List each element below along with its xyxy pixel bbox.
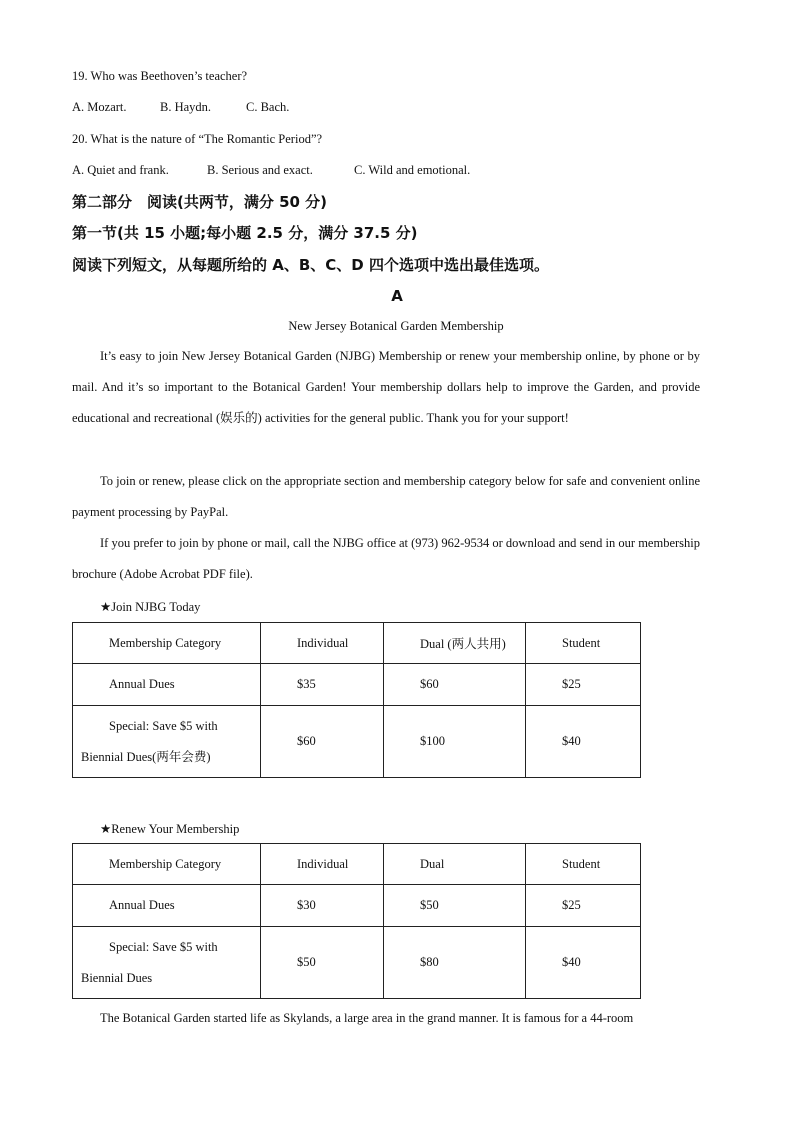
header-cell: Individual [297,856,349,871]
table-cell: Annual Dues [109,677,175,691]
table-cell: $60 [420,677,439,691]
option-a: A. Mozart. [72,100,127,114]
passage-letter: A [391,287,403,305]
join-membership-table [72,622,641,778]
question-19-stem: 19. Who was Beethoven’s teacher? [72,69,248,83]
option-c: C. Bach. [246,100,290,114]
table-cell: $25 [562,677,581,691]
table-cell: Biennial Dues [81,970,153,985]
table-cell: Annual Dues [109,898,175,912]
table-row [73,885,641,927]
table-cell: Special: Save $5 with [109,939,218,954]
header-cell: Student [562,635,601,650]
table-cell: $50 [420,898,439,912]
table-cell: $50 [297,955,316,969]
passage-title: New Jersey Botanical Garden Membership [288,319,504,333]
passage-paragraph-1: It’s easy to join New Jersey Botanical Garden (NJBG) Membership or renew your membership online, by phone or by mail. And it’s so important to the Botanical Garden! Your membership dollars help to improve the Garden, and provide educational and recreational (娱乐的) activities for the general public. Thank you for your support! [72,349,700,425]
header-cell: Individual [297,635,349,650]
option-b: B. Haydn. [160,100,212,114]
question-20-stem: 20. What is the nature of “The Romantic Period”? [72,132,323,146]
header-cell: Dual (两人共用) [420,637,506,651]
table-cell: $25 [562,898,581,912]
table-row [73,664,641,706]
table-cell: $40 [562,734,581,748]
table-cell: Biennial Dues(两年会费) [81,749,211,764]
table-cell: Special: Save $5 with [109,718,218,733]
question-20-options [72,162,470,178]
renew-table-heading: ★Renew Your Membership [100,822,240,836]
passage-paragraph-3: If you prefer to join by phone or mail, call the NJBG office at (973) 962-9534 or download and send in our membership brochure (Adobe Acrobat PDF file). [72,536,700,581]
section-sub-heading: 第一节(共 15 小题;每小题 2.5 分，满分 37.5 分) [72,224,418,242]
renew-membership-table [72,843,641,999]
header-cell: Membership Category [109,635,222,650]
table-cell: $60 [297,734,316,748]
table-cell: $100 [420,734,445,748]
join-table-heading: ★Join NJBG Today [100,600,201,614]
option-a: A. Quiet and frank. [72,163,169,177]
passage-paragraph-4: The Botanical Garden started life as Skylands, a large area in the grand manner. It is famous for a 44-room [100,1011,634,1025]
table-cell: $35 [297,677,316,691]
section-instruction: 阅读下列短文，从每题所给的 A、B、C、D 四个选项中选出最佳选项。 [72,256,549,274]
header-cell: Membership Category [109,856,222,871]
table-cell: $40 [562,955,581,969]
table-row [73,706,641,778]
table-header-row [73,623,641,664]
table-row [73,927,641,999]
section-part-heading: 第二部分 阅读(共两节，满分 50 分) [72,193,328,211]
table-cell: $30 [297,898,316,912]
option-c: C. Wild and emotional. [354,163,471,177]
passage-paragraph-2: To join or renew, please click on the appropriate section and membership category below for safe and convenient online payment processing by PayPal. [72,474,700,519]
question-19-options [72,99,289,115]
header-cell: Student [562,856,601,871]
table-header-row [73,844,641,885]
option-b: B. Serious and exact. [207,163,313,177]
header-cell: Dual [420,856,445,871]
table-cell: $80 [420,955,439,969]
